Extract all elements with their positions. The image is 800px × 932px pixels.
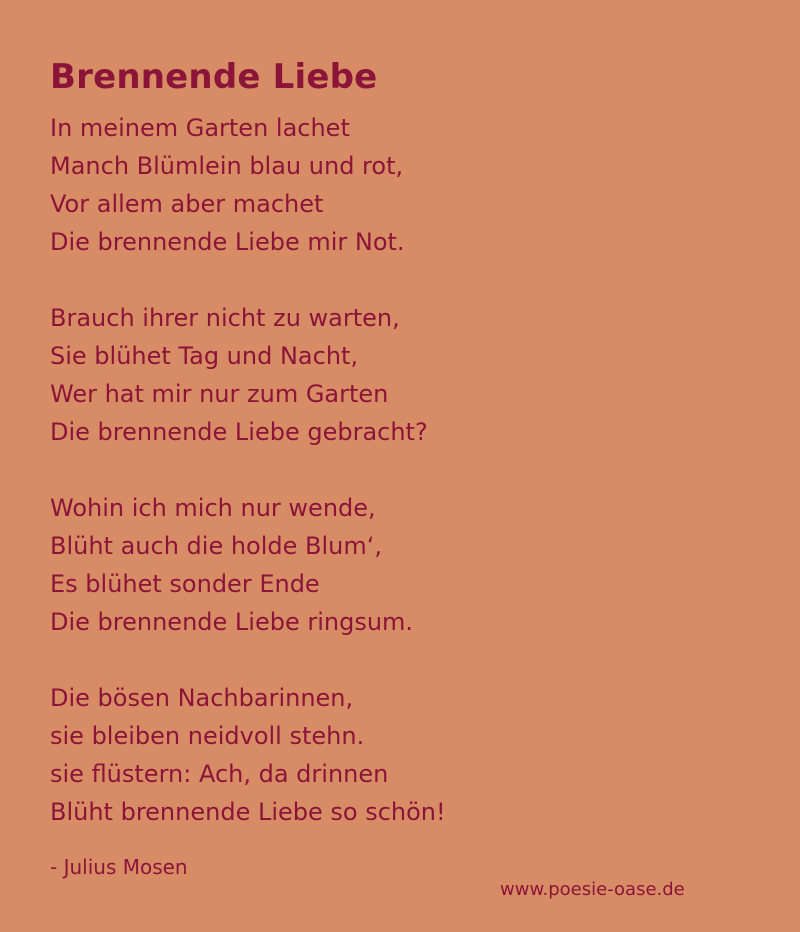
poem-line: Sie blühet Tag und Nacht,	[50, 342, 359, 370]
poem-line: sie bleiben neidvoll stehn.	[50, 722, 365, 750]
poem-line: Die bösen Nachbarinnen,	[50, 684, 354, 712]
poem-line: Vor allem aber machet	[50, 190, 324, 218]
poem-line: Blüht auch die holde Blum‘,	[50, 532, 383, 560]
stanza-3	[50, 489, 413, 641]
poem-line: Wohin ich mich nur wende,	[50, 494, 376, 522]
stanza-4	[50, 679, 446, 831]
poem-author: - Julius Mosen	[50, 855, 188, 879]
poem-line: Wer hat mir nur zum Garten	[50, 380, 389, 408]
poem-line: In meinem Garten lachet	[50, 114, 350, 142]
poem-line: Es blühet sonder Ende	[50, 570, 320, 598]
poem-line: sie flüstern: Ach, da drinnen	[50, 760, 389, 788]
poem-line: Brauch ihrer nicht zu warten,	[50, 304, 400, 332]
stanza-1	[50, 109, 405, 261]
website-url: www.poesie-oase.de	[500, 879, 685, 900]
poem-title: Brennende Liebe	[50, 57, 378, 97]
poem-line: Die brennende Liebe mir Not.	[50, 228, 405, 256]
poem-line: Manch Blümlein blau und rot,	[50, 152, 404, 180]
poem-line: Blüht brennende Liebe so schön!	[50, 798, 446, 826]
poem-line: Die brennende Liebe ringsum.	[50, 608, 414, 636]
stanza-2	[50, 299, 428, 451]
poem-line: Die brennende Liebe gebracht?	[50, 418, 428, 446]
